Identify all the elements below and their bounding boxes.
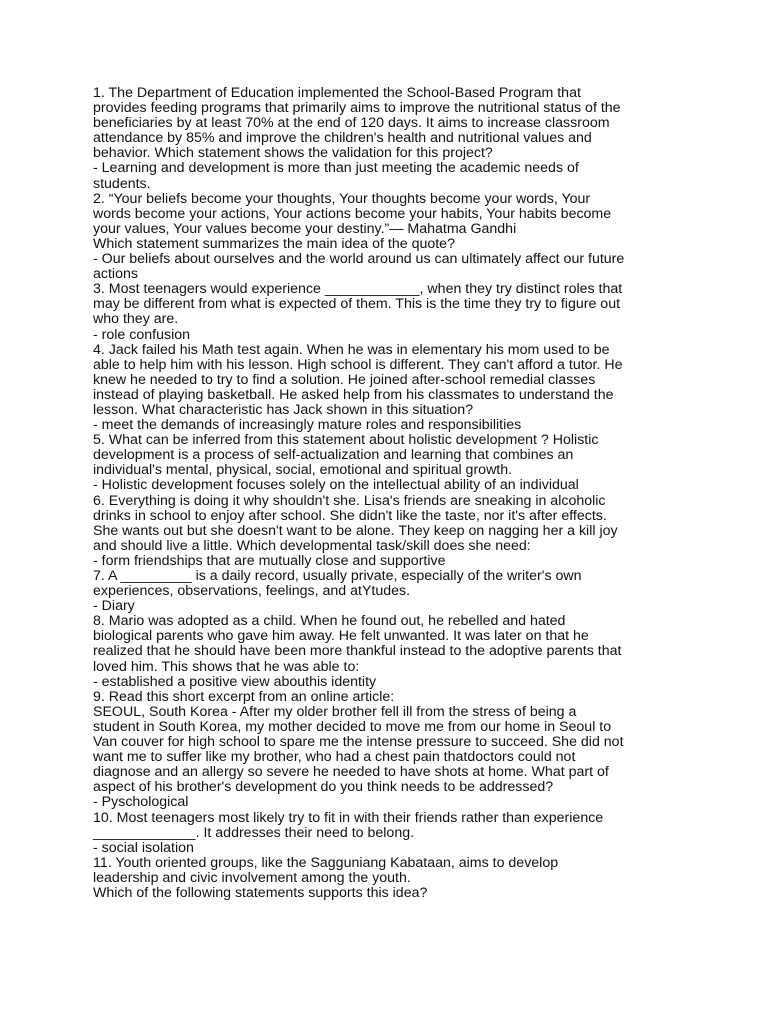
text-line: 8. Mario was adopted as a child. When he found out, he rebelled and hated	[93, 613, 566, 630]
text-line: - social isolation	[93, 839, 194, 856]
text-line: words become your actions, Your actions become your habits, Your habits become	[93, 205, 612, 222]
text-line: - Pyschological	[93, 794, 189, 811]
text-line: - role confusion	[93, 326, 190, 343]
text-line: - Holistic development focuses solely on the intellectual ability of an individual	[93, 477, 579, 494]
text-line: experiences, observations, feelings, and atYtudes.	[93, 583, 411, 600]
text-line: aspect of his brother's development do you think needs to be addressed?	[93, 779, 554, 796]
text-line: students.	[93, 175, 151, 192]
text-line: Van couver for high school to spare me the intense pressure to succeed. She did not	[93, 734, 624, 751]
text-line: - meet the demands of increasingly mature roles and responsibilities	[93, 417, 522, 434]
text-line: actions	[93, 266, 138, 283]
text-line: development is a process of self-actualization and learning that combines an	[93, 447, 574, 464]
text-line: Which statement summarizes the main idea of the quote?	[93, 235, 455, 252]
text-line: - Learning and development is more than just meeting the academic needs of	[93, 160, 579, 177]
text-line: 1. The Department of Education implemented the School-Based Program that	[93, 85, 581, 101]
text-line: - established a positive view abouthis identity	[93, 673, 377, 690]
text-line: Which of the following statements supports this idea?	[93, 884, 428, 901]
text-line: and should live a little. Which developmental task/skill does she need:	[93, 537, 531, 554]
text-line: - form friendships that are mutually close and supportive	[93, 552, 446, 569]
text-line: - Diary	[93, 598, 135, 615]
text-line: diagnose and an allergy so severe he needed to have shots at home. What part of	[93, 764, 609, 781]
text-line: biological parents who gave him away. He felt unwanted. It was later on that he	[93, 628, 589, 645]
text-line: 3. Most teenagers would experience ____________, when they try distinct roles that	[93, 281, 623, 298]
text-line: instead of playing basketball. He asked help from his classmates to understand the	[93, 386, 614, 403]
text-line: 7. A _________ is a daily record, usually private, especially of the writer's own	[93, 568, 582, 584]
text-line: may be different from what is expected of them. This is the time they try to figure out	[93, 296, 621, 313]
text-line: 9. Read this short excerpt from an online article:	[93, 688, 395, 705]
text-line: beneficiaries by at least 70% at the end of 120 days. It aims to increase classroom	[93, 115, 610, 132]
text-line: student in South Korea, my mother decided to move me from our home in Seoul to	[93, 718, 612, 735]
text-line: your values, Your values become your destiny.”— Mahatma Gandhi	[93, 220, 517, 237]
text-line: 4. Jack failed his Math test again. When he was in elementary his mom used to be	[93, 341, 610, 358]
text-line: knew he needed to try to find a solution. He joined after-school remedial classes	[93, 371, 596, 388]
text-line: realized that he should have been more thankful instead to the adoptive parents that	[93, 643, 622, 660]
text-line: who they are.	[93, 311, 179, 328]
text-line: drinks in school to enjoy after school. She didn't like the taste, nor it's after effects.	[93, 507, 607, 524]
text-line: attendance by 85% and improve the children's health and nutritional values and	[93, 130, 592, 147]
document-text	[93, 86, 683, 901]
text-line: want me to suffer like my brother, who had a chest pain thatdoctors could not	[93, 749, 576, 766]
text-line: individual's mental, physical, social, emotional and spiritual growth.	[93, 462, 513, 479]
text-line: leadership and civic involvement among the youth.	[93, 869, 411, 886]
text-line: lesson. What characteristic has Jack shown in this situation?	[93, 401, 474, 418]
text-line: She wants out but she doesn't want to be alone. They keep on nagging her a kill joy	[93, 522, 618, 539]
text-line: SEOUL, South Korea - After my older brother fell ill from the stress of being a	[93, 703, 577, 720]
text-line: _____________. It addresses their need to belong.	[93, 824, 415, 841]
text-line: behavior. Which statement shows the validation for this project?	[93, 145, 493, 162]
text-line: 5. What can be inferred from this statement about holistic development ? Holistic	[93, 432, 599, 449]
text-line: 10. Most teenagers most likely try to fit in with their friends rather than experience	[93, 809, 604, 826]
text-line: 11. Youth oriented groups, like the Sagguniang Kabataan, aims to develop	[93, 854, 559, 871]
text-line: 6. Everything is doing it why shouldn't she. Lisa's friends are sneaking in alcoholic	[93, 492, 606, 509]
text-line: provides feeding programs that primarily aims to improve the nutritional status of the	[93, 100, 621, 117]
text-line: able to help him with his lesson. High school is different. They can't afford a tutor. He	[93, 356, 623, 373]
text-line: 2. “Your beliefs become your thoughts, Your thoughts become your words, Your	[93, 190, 591, 207]
text-line: - Our beliefs about ourselves and the world around us can ultimately affect our future	[93, 251, 625, 268]
text-line: loved him. This shows that he was able to:	[93, 658, 360, 675]
